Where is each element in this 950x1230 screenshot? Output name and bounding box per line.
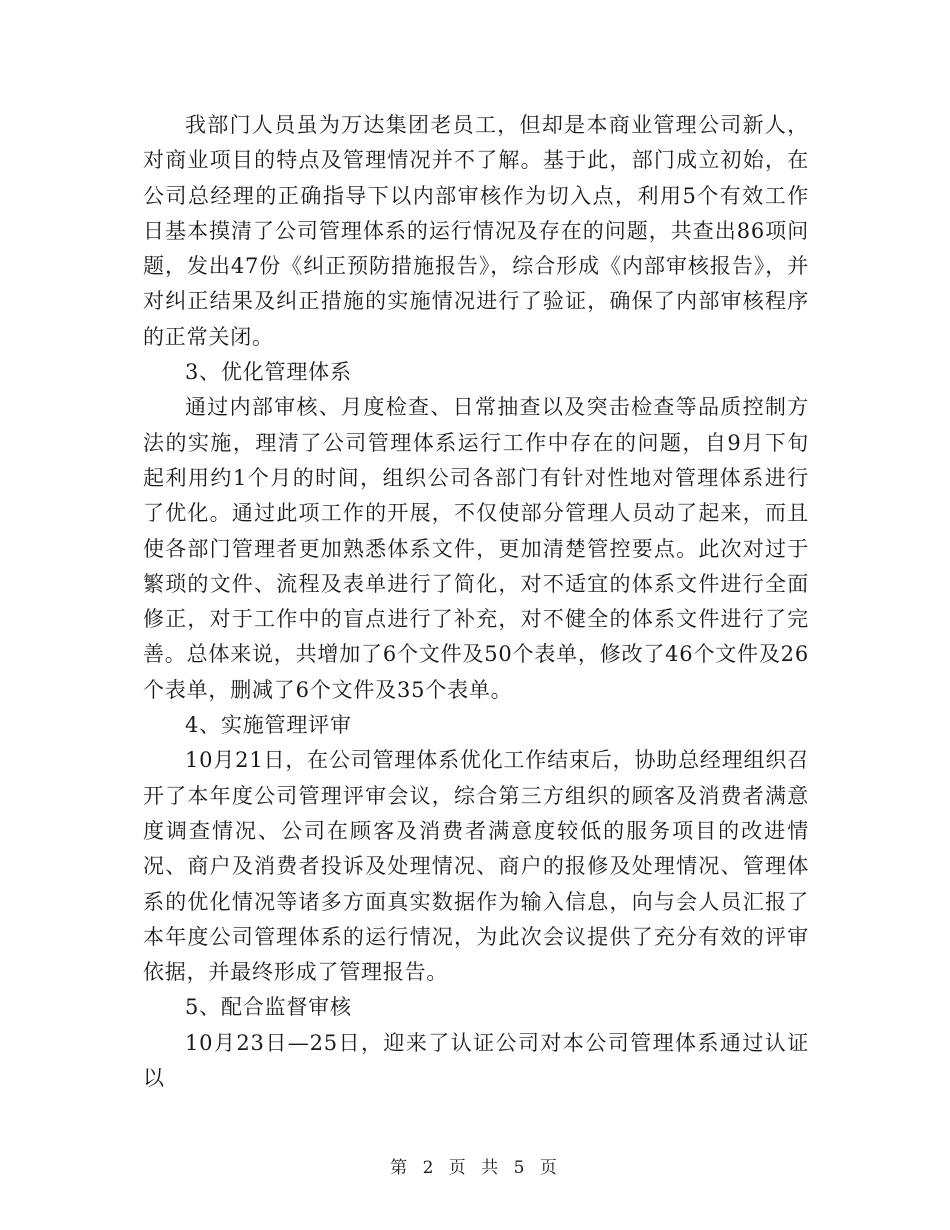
paragraph-supervision-audit: 10月23日—25日，迎来了认证公司对本公司管理体系通过认证以 — [143, 1030, 809, 1091]
paragraph-management-review: 10月21日，在公司管理体系优化工作结束后，协助总经理组织召开了本年度公司管理评审会议，综合第三方组织的顾客及消费者满意度调查情况、公司在顾客及消费者满意度较低的服务项目的改进情况、商户及消费者投诉及处理情况、商户的报修及处理情况、管理体系的优化情况等诸多方面真实数据作为输入信息，向与会人员汇报了本年度公司管理体系的运行情况，为此次会议提供了充分有效的评审依据，并最终形成了管理报告。 — [143, 748, 809, 985]
paragraph-optimize-management-system: 通过内部审核、月度检查、日常抽查以及突击检查等品质控制方法的实施，理清了公司管理体系运行工作中存在的问题，自9月下旬起利用约1个月的时间，组织公司各部门有针对性地对管理体系进行了优化。通过此项工作的开展，不仅使部分管理人员动了起来，而且使各部门管理者更加熟悉体系文件，更加清楚管控要点。此次对过于繁琐的文件、流程及表单进行了简化，对不适宜的体系文件进行全面修正，对于工作中的盲点进行了补充，对不健全的体系文件进行了完善。总体来说，共增加了6个文件及50个表单，修改了46个文件及26个表单，删减了6个文件及35个表单。 — [143, 395, 809, 702]
heading-management-review: 4、实施管理评审 — [185, 713, 352, 738]
heading-optimize-management-system: 3、优化管理体系 — [185, 360, 352, 385]
document-body — [143, 108, 809, 1096]
heading-supervision-audit: 5、配合监督审核 — [185, 995, 352, 1020]
page-number-footer: 第 2 页 共 5 页 — [390, 1158, 560, 1178]
paragraph-internal-audit: 我部门人员虽为万达集团老员工，但却是本商业管理公司新人，对商业项目的特点及管理情况并不了解。基于此，部门成立初始，在公司总经理的正确指导下以内部审核作为切入点，利用5个有效工作日基本摸清了公司管理体系的运行情况及存在的问题，共查出86项问题，发出47份《纠正预防措施报告》，综合形成《内部审核报告》，并对纠正结果及纠正措施的实施情况进行了验证，确保了内部审核程序的正常关闭。 — [143, 113, 809, 349]
